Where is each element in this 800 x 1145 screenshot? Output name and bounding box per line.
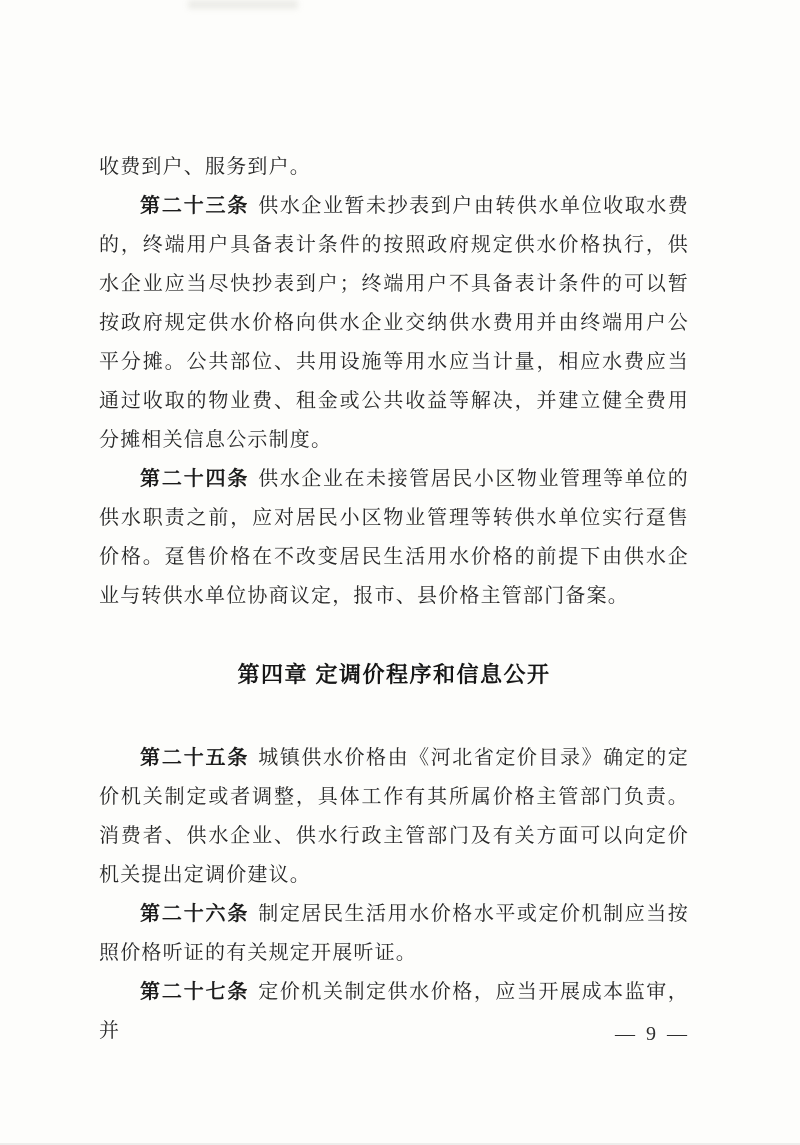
article-paragraph <box>99 895 689 973</box>
document-body <box>99 148 689 1051</box>
article-text: 定价机关制定供水价格，应当开展成本监审，并 <box>99 981 690 1042</box>
article-number: 第二十三条 <box>140 195 250 217</box>
page-number: — 9 — <box>615 1023 690 1045</box>
article-text: 供水企业在未接管居民小区物业管理等单位的供水职责之前，应对居民小区物业管理等转供水单位实行趸售价格。趸售价格在不改变居民生活用水价格的前提下由供水企业与转供水单位协商议定，报市、县价格主管部门备案。 <box>99 468 690 607</box>
article-paragraph <box>99 739 689 895</box>
article-text: 制定居民生活用水价格水平或定价机制应当按照价格听证的有关规定开展听证。 <box>99 903 690 964</box>
article-number: 第二十五条 <box>140 747 250 769</box>
article-paragraph <box>99 187 689 460</box>
article-number: 第二十七条 <box>140 981 250 1003</box>
article-text: 城镇供水价格由《河北省定价目录》确定的定价机关制定或者调整，具体工作有其所属价格主管部门负责。消费者、供水企业、供水行政主管部门及有关方面可以向定价机关提出定调价建议。 <box>99 747 690 886</box>
article-text: 供水企业暂未抄表到户由转供水单位收取水费的，终端用户具备表计条件的按照政府规定供水价格执行，供水企业应当尽快抄表到户；终端用户不具备表计条件的可以暂按政府规定供水价格向供水企业交纳供水费用并由终端用户公平分摊。公共部位、共用设施等用水应当计量，相应水费应当通过收取的物业费、租金或公共收益等解决，并建立健全费用分摊相关信息公示制度。 <box>99 195 690 451</box>
article-paragraph <box>99 460 689 616</box>
scan-smudge <box>188 0 298 9</box>
article-number: 第二十六条 <box>140 903 250 925</box>
chapter-heading: 第四章 定调价程序和信息公开 <box>237 662 551 687</box>
article-number: 第二十四条 <box>140 468 250 490</box>
continuation-paragraph: 收费到户、服务到户。 <box>99 156 311 178</box>
